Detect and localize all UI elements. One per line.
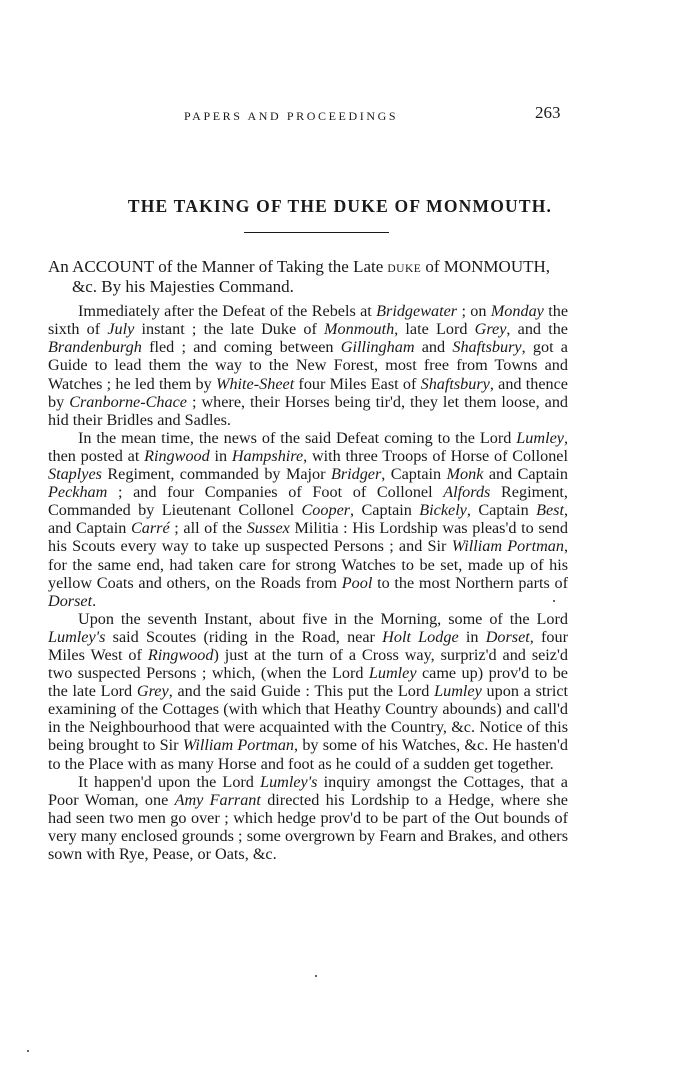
italic-run: Pool (341, 573, 373, 592)
text-run: in (209, 446, 232, 465)
paragraph (48, 429, 568, 610)
text-run: and (414, 338, 453, 357)
italic-run: Lumley (434, 682, 482, 701)
running-head (0, 103, 678, 127)
text-run: , then posted at (48, 428, 568, 465)
text-run: It happen'd upon the Lord (78, 772, 261, 791)
italic-run: Best (536, 501, 564, 520)
italic-run: Bridger (330, 465, 382, 484)
text-run: Upon the seventh Instant, about five in the Morning, some of the Lord (78, 609, 568, 628)
italic-run: Carré (130, 519, 170, 538)
italic-run: Lumley (368, 664, 417, 683)
italic-run: Alfords (443, 483, 491, 502)
italic-run: Sussex (246, 519, 290, 538)
print-speck (27, 1050, 29, 1052)
text-run: , got a Guide to lead them the way to the New Forest, most free from Towns and Watches ; he led them by (48, 338, 568, 393)
italic-run: Gillingham (340, 338, 415, 357)
text-run: Immediately after the Defeat of the Rebels at (78, 302, 377, 321)
paragraph (48, 610, 568, 773)
italic-run: Staplyes (48, 465, 102, 484)
text-run: Militia : His Lordship was pleas'd to send his Scouts every way to take up suspected Persons ; and Sir (48, 519, 568, 556)
italic-run: Shaftsbury (452, 338, 522, 357)
account-heading (48, 258, 568, 296)
italic-run: Lumley's (48, 627, 106, 646)
text-run: fled ; and coming between (141, 338, 341, 357)
italic-run: Peckham (48, 483, 108, 502)
text-run: inquiry amongst the Cottages, that a Poor Woman, one (48, 772, 568, 809)
text-run: came up) prov'd to be the late Lord (48, 664, 568, 701)
italic-run: Cooper (301, 501, 351, 520)
italic-run: Monday (490, 302, 544, 321)
italic-run: Ringwood (144, 446, 210, 465)
italic-run: July (107, 320, 135, 339)
italic-run: Bridgewater (376, 302, 458, 321)
italic-run: Ringwood (147, 645, 214, 664)
text-run: . (92, 591, 97, 610)
text-run: , Captain (350, 501, 420, 520)
italic-run: Grey (136, 682, 169, 701)
text-run: , by some of his Watches, &c. He hasten'd to the Place with as many Horse and foot as he could of a sudden get together. (48, 736, 568, 773)
account-heading-part1: An ACCOUNT of the Manner of Taking the Late (48, 257, 384, 276)
article-body (48, 258, 568, 863)
text-run: ) just at the turn of a Cross way, surpriz'd and seiz'd two suspected Persons ; which, (when the Lord (48, 645, 568, 683)
italic-run: Cranborne-Chace (69, 392, 187, 411)
text-run: late Lord (398, 320, 475, 339)
paragraph (48, 773, 568, 863)
text-run: directed his Lordship to a Hedge, where she had seen two men go over ; which hedge prov'd to be part of the Out bounds of very many enclosed grounds ; some overgrown by Fearn and Brakes, and others sown with Rye, Pease, or Oats, &c. (48, 790, 568, 863)
italic-run: Monmouth, (324, 320, 399, 339)
text-run: , with three Troops of Horse of Collonel (303, 446, 568, 465)
text-run: in (458, 627, 486, 646)
account-heading-part2: of MONMOUTH, &c. By his Majesties Command. (72, 257, 551, 297)
paragraph (48, 302, 568, 429)
text-run: , and thence by (48, 374, 568, 411)
print-speck (553, 600, 555, 602)
italic-run: Monk (446, 465, 484, 484)
text-run: , and the (506, 320, 568, 339)
text-run: , and the said Guide : This put the Lord (168, 682, 435, 701)
text-run: said Scoutes (riding in the Road, near (105, 627, 383, 646)
italic-run: Lumley's (260, 772, 318, 791)
italic-run: Dorset (485, 627, 530, 646)
italic-run: Amy Farrant (174, 790, 261, 809)
italic-run: Brandenburgh (48, 338, 142, 357)
text-run: ; and four Companies of Foot of Collonel (107, 483, 444, 502)
article-title: THE TAKING OF THE DUKE OF MONMOUTH. (127, 196, 553, 216)
italic-run: Holt Lodge (382, 627, 459, 646)
italic-run: Hampshire (231, 446, 304, 465)
text-run: and Captain (483, 465, 568, 484)
text-run: , and Captain (48, 501, 568, 538)
text-run: to the most Northern parts of (372, 573, 569, 592)
text-run: , Captain (466, 501, 537, 520)
text-run: Regiment, commanded by Major (101, 465, 331, 484)
italic-run: William Portman (451, 537, 564, 556)
paragraph-list (48, 302, 568, 863)
italic-run: Lumley (516, 428, 564, 447)
text-run: four Miles East of (294, 374, 421, 393)
italic-run: Grey (474, 320, 507, 339)
text-run: upon a strict examining of the Cottages (with which that Heathy Country abounds) and call'd in the Neighbourhood that were acquainted with the Country, &c. Notice of this being brought to Sir (48, 682, 568, 755)
italic-run: Bickely (419, 501, 467, 520)
running-title: PAPERS AND PROCEEDINGS (184, 109, 399, 123)
italic-run: White-Sheet (215, 374, 295, 393)
page-number: 263 (535, 103, 561, 122)
text-run: instant ; the late Duke of (134, 320, 325, 339)
text-run: the sixth of (48, 302, 568, 339)
italic-run: Shaftsbury (420, 374, 490, 393)
title-rule (244, 232, 389, 233)
text-run: , for the same end, had taken care for strong Watches to be set, made up of his yellow Coats and others, on the Roads from (48, 537, 568, 592)
text-run: ; where, their Horses being tir'd, they let them loose, and hid their Bridles and Sadles. (48, 392, 569, 429)
italic-run: William Portman (182, 736, 295, 755)
account-heading-smallcaps: DUKE (387, 263, 422, 275)
text-run: In the mean time, the news of the said Defeat coming to the Lord (78, 428, 517, 447)
italic-run: Dorset (48, 591, 93, 610)
print-speck (315, 975, 317, 977)
text-run: ; on (457, 302, 491, 321)
text-run: Regiment, Commanded by Lieutenant Collonel (48, 483, 568, 520)
text-run: ; all of the (169, 519, 247, 538)
text-run: , four Miles West of (48, 627, 569, 664)
text-run: , Captain (381, 465, 447, 484)
